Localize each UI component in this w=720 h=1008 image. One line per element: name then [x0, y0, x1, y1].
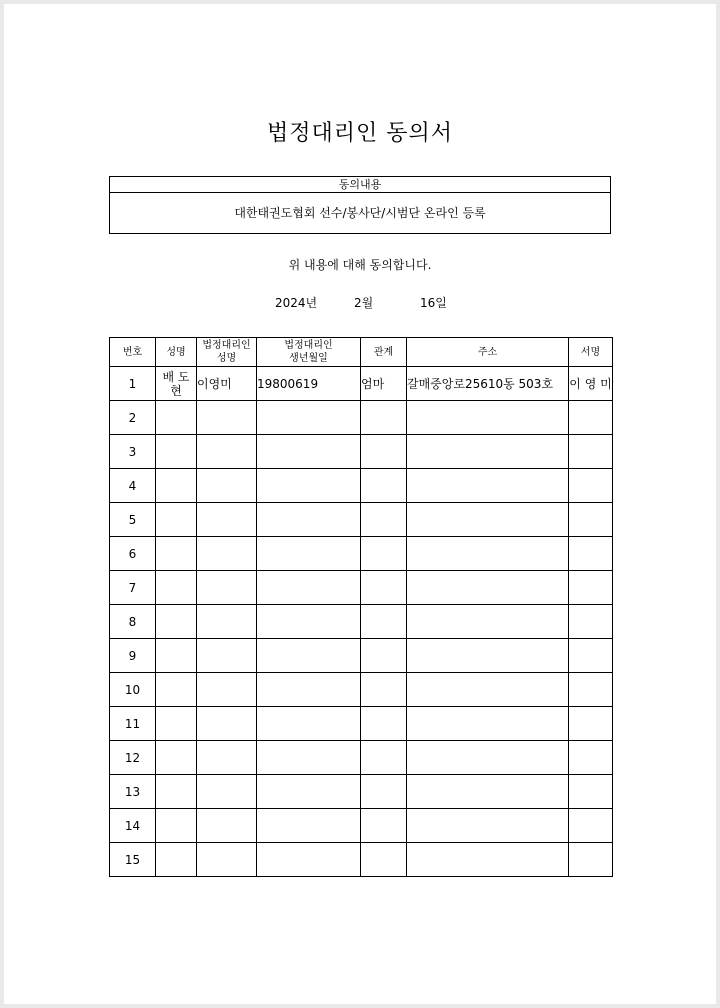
- cell-no: 9: [110, 639, 156, 673]
- cell-name: [156, 809, 197, 843]
- cell-name: [156, 571, 197, 605]
- header-relation: 관계: [361, 338, 407, 367]
- cell-relation: [361, 809, 407, 843]
- cell-relation: 엄마: [361, 367, 407, 401]
- cell-no: 1: [110, 367, 156, 401]
- cell-name: [156, 435, 197, 469]
- cell-relation: [361, 639, 407, 673]
- cell-guardian-name: [197, 571, 257, 605]
- cell-address: [407, 469, 569, 503]
- table-row: [110, 435, 613, 469]
- cell-relation: [361, 707, 407, 741]
- cell-no: 2: [110, 401, 156, 435]
- cell-guardian-name: [197, 537, 257, 571]
- cell-guardian-birth: [257, 503, 361, 537]
- cell-no: 14: [110, 809, 156, 843]
- cell-signature: [569, 639, 613, 673]
- cell-guardian-birth: [257, 809, 361, 843]
- cell-address: [407, 571, 569, 605]
- cell-guardian-birth: [257, 843, 361, 877]
- cell-guardian-birth: [257, 741, 361, 775]
- cell-signature: [569, 843, 613, 877]
- cell-signature: 이 영 미: [569, 367, 613, 401]
- cell-no: 8: [110, 605, 156, 639]
- cell-name: [156, 469, 197, 503]
- table-row: [110, 809, 613, 843]
- cell-guardian-birth: [257, 435, 361, 469]
- cell-no: 15: [110, 843, 156, 877]
- cell-address: [407, 503, 569, 537]
- cell-guardian-birth: [257, 469, 361, 503]
- cell-guardian-name: [197, 639, 257, 673]
- document-page: [4, 4, 716, 1004]
- cell-address: [407, 401, 569, 435]
- cell-name: [156, 503, 197, 537]
- cell-relation: [361, 741, 407, 775]
- table-row: [110, 673, 613, 707]
- header-guardian-birth-line2: 생년월일: [289, 353, 328, 364]
- cell-guardian-birth: [257, 673, 361, 707]
- cell-address: [407, 707, 569, 741]
- cell-guardian-name: [197, 843, 257, 877]
- cell-guardian-name: [197, 809, 257, 843]
- cell-address: [407, 673, 569, 707]
- cell-guardian-name: [197, 605, 257, 639]
- cell-relation: [361, 435, 407, 469]
- cell-relation: [361, 775, 407, 809]
- header-guardian-birth-line1: 법정대리인: [284, 340, 333, 351]
- header-guardian-birth: [257, 338, 361, 367]
- cell-relation: [361, 537, 407, 571]
- cell-address: 갈매중앙로25610동 503호: [407, 367, 569, 401]
- header-signature: 서명: [569, 338, 613, 367]
- date-year: 2024년: [275, 296, 318, 310]
- cell-signature: [569, 707, 613, 741]
- cell-signature: [569, 741, 613, 775]
- cell-name: [156, 775, 197, 809]
- cell-signature: [569, 775, 613, 809]
- cell-guardian-name: [197, 401, 257, 435]
- table-row: [110, 843, 613, 877]
- table-header-row: [110, 338, 613, 367]
- cell-address: [407, 639, 569, 673]
- cell-no: 4: [110, 469, 156, 503]
- cell-guardian-name: [197, 503, 257, 537]
- cell-signature: [569, 401, 613, 435]
- consent-statement: 위 내용에 대해 동의합니다.: [288, 258, 432, 272]
- cell-no: 10: [110, 673, 156, 707]
- table-row: [110, 571, 613, 605]
- table-row: [110, 605, 613, 639]
- cell-guardian-name: [197, 435, 257, 469]
- date-month: 2월: [354, 296, 374, 310]
- cell-name: [156, 537, 197, 571]
- cell-no: 11: [110, 707, 156, 741]
- cell-address: [407, 809, 569, 843]
- header-no: 번호: [110, 338, 156, 367]
- cell-signature: [569, 571, 613, 605]
- table-row: [110, 503, 613, 537]
- cell-relation: [361, 401, 407, 435]
- cell-guardian-birth: [257, 639, 361, 673]
- cell-signature: [569, 469, 613, 503]
- cell-no: 13: [110, 775, 156, 809]
- cell-address: [407, 741, 569, 775]
- cell-name: 배 도 현: [156, 367, 197, 401]
- cell-guardian-birth: [257, 537, 361, 571]
- cell-signature: [569, 537, 613, 571]
- header-guardian-name-line2: 성명: [216, 353, 237, 364]
- cell-guardian-name: 이영미: [197, 367, 257, 401]
- cell-guardian-name: [197, 775, 257, 809]
- table-row: [110, 367, 613, 401]
- cell-guardian-birth: [257, 571, 361, 605]
- header-guardian-name-line1: 법정대리인: [202, 340, 251, 351]
- cell-signature: [569, 503, 613, 537]
- table-row: [110, 707, 613, 741]
- cell-relation: [361, 469, 407, 503]
- cell-guardian-name: [197, 707, 257, 741]
- cell-guardian-birth: [257, 605, 361, 639]
- date-day: 16일: [420, 296, 447, 310]
- signers-table: [109, 337, 613, 877]
- table-row: [110, 469, 613, 503]
- cell-name: [156, 741, 197, 775]
- cell-signature: [569, 809, 613, 843]
- consent-box: [109, 176, 611, 234]
- cell-guardian-birth: [257, 401, 361, 435]
- cell-address: [407, 537, 569, 571]
- cell-no: 7: [110, 571, 156, 605]
- cell-relation: [361, 571, 407, 605]
- cell-guardian-birth: [257, 775, 361, 809]
- cell-relation: [361, 605, 407, 639]
- cell-name: [156, 401, 197, 435]
- cell-signature: [569, 673, 613, 707]
- table-row: [110, 639, 613, 673]
- cell-address: [407, 843, 569, 877]
- table-row: [110, 775, 613, 809]
- cell-relation: [361, 503, 407, 537]
- cell-signature: [569, 435, 613, 469]
- cell-address: [407, 775, 569, 809]
- cell-no: 3: [110, 435, 156, 469]
- header-name: 성명: [156, 338, 197, 367]
- cell-no: 12: [110, 741, 156, 775]
- table-row: [110, 537, 613, 571]
- header-address: 주소: [407, 338, 569, 367]
- cell-signature: [569, 605, 613, 639]
- cell-no: 6: [110, 537, 156, 571]
- cell-relation: [361, 673, 407, 707]
- table-row: [110, 401, 613, 435]
- consent-header: 동의내용: [110, 177, 610, 193]
- cell-address: [407, 435, 569, 469]
- cell-name: [156, 673, 197, 707]
- cell-no: 5: [110, 503, 156, 537]
- cell-name: [156, 639, 197, 673]
- cell-guardian-name: [197, 469, 257, 503]
- cell-relation: [361, 843, 407, 877]
- cell-name: [156, 843, 197, 877]
- cell-name: [156, 605, 197, 639]
- cell-guardian-birth: 19800619: [257, 367, 361, 401]
- cell-name: [156, 707, 197, 741]
- cell-guardian-name: [197, 741, 257, 775]
- cell-guardian-birth: [257, 707, 361, 741]
- consent-body: 대한태권도협회 선수/봉사단/시범단 온라인 등록: [234, 206, 486, 220]
- header-guardian-name: [197, 338, 257, 367]
- document-title: 법정대리인 동의서: [266, 121, 453, 146]
- table-row: [110, 741, 613, 775]
- cell-guardian-name: [197, 673, 257, 707]
- cell-address: [407, 605, 569, 639]
